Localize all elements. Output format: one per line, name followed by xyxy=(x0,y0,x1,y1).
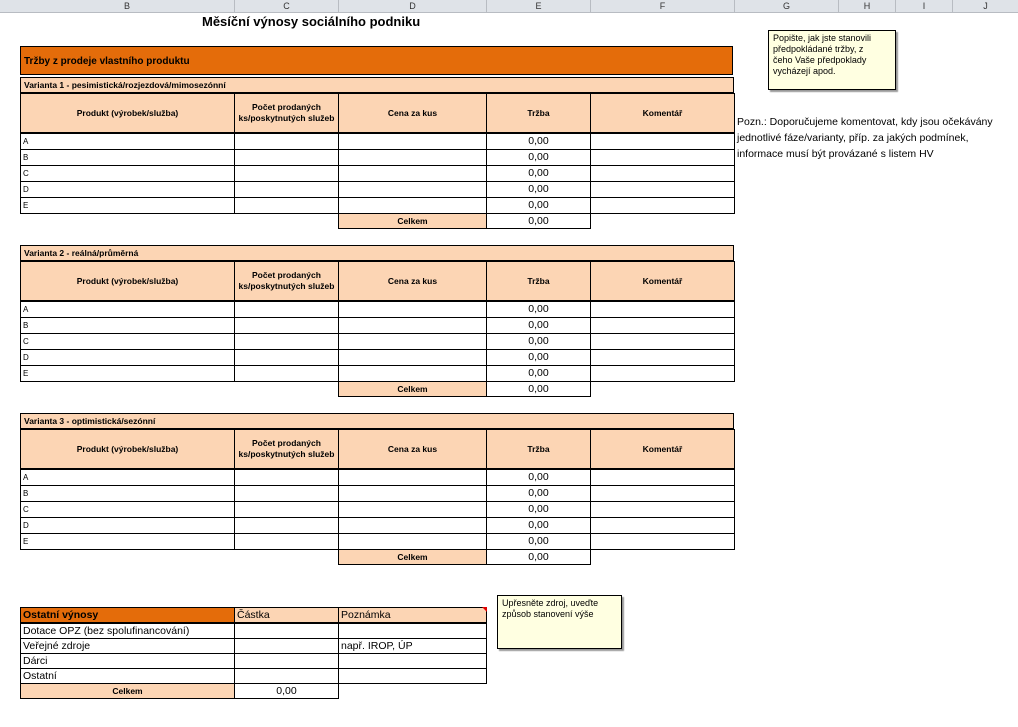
revenue-cell[interactable]: 0,00 xyxy=(486,133,591,150)
product-cell[interactable]: E xyxy=(20,365,235,382)
comment-cell[interactable] xyxy=(590,181,735,198)
revenue-cell[interactable]: 0,00 xyxy=(486,517,591,534)
table-row xyxy=(20,366,735,382)
comment-line: předpokládané tržby, z xyxy=(773,44,864,54)
comment-cell[interactable] xyxy=(590,197,735,214)
product-cell[interactable]: D xyxy=(20,349,235,366)
product-cell[interactable]: B xyxy=(20,485,235,502)
column-header-e[interactable]: E xyxy=(487,0,591,12)
price-cell[interactable] xyxy=(338,349,487,366)
price-cell[interactable] xyxy=(338,469,487,486)
note-header[interactable]: Poznámka xyxy=(338,607,487,623)
product-cell[interactable]: E xyxy=(20,533,235,550)
comment-cell[interactable] xyxy=(590,501,735,518)
header-product[interactable]: Produkt (výrobek/služba) xyxy=(20,261,235,301)
revenue-cell[interactable]: 0,00 xyxy=(486,469,591,486)
other-revenue-label[interactable]: Ostatní xyxy=(20,668,235,684)
comment-cell[interactable] xyxy=(590,365,735,382)
comment-cell[interactable] xyxy=(590,517,735,534)
revenue-cell[interactable]: 0,00 xyxy=(486,181,591,198)
table-row xyxy=(20,669,487,684)
table-row xyxy=(20,624,487,639)
header-count[interactable] xyxy=(234,93,339,133)
revenue-cell[interactable]: 0,00 xyxy=(486,365,591,382)
total-label[interactable]: Celkem xyxy=(20,683,235,699)
count-cell[interactable] xyxy=(234,469,339,486)
product-cell[interactable]: C xyxy=(20,165,235,182)
comment-cell[interactable] xyxy=(590,301,735,318)
comment-indicator[interactable] xyxy=(482,607,487,612)
amount-cell[interactable] xyxy=(234,623,339,639)
revenue-cell[interactable]: 0,00 xyxy=(486,501,591,518)
header-price[interactable]: Cena za kus xyxy=(338,429,487,469)
product-cell[interactable]: B xyxy=(20,317,235,334)
header-count-line1: Počet prodaných xyxy=(252,102,321,112)
comment-cell[interactable] xyxy=(590,317,735,334)
note-cell[interactable] xyxy=(338,623,487,639)
count-cell[interactable] xyxy=(234,165,339,182)
table-row xyxy=(20,534,735,550)
table-row xyxy=(20,639,487,654)
count-cell[interactable] xyxy=(234,317,339,334)
table-row xyxy=(20,334,735,350)
column-header-i[interactable]: I xyxy=(896,0,953,12)
header-revenue[interactable]: Tržba xyxy=(486,429,591,469)
revenue-cell[interactable]: 0,00 xyxy=(486,149,591,166)
product-cell[interactable]: E xyxy=(20,197,235,214)
comment-cell[interactable] xyxy=(590,165,735,182)
product-cell[interactable]: A xyxy=(20,133,235,150)
other-revenue-header-row xyxy=(20,608,487,623)
table-row xyxy=(20,518,735,534)
comment-cell[interactable] xyxy=(590,469,735,486)
count-cell[interactable] xyxy=(234,517,339,534)
variant-title[interactable]: Varianta 1 - pesimistická/rozjezdová/mimosezónní xyxy=(20,77,734,93)
total-value[interactable]: 0,00 xyxy=(486,213,591,229)
variant-title[interactable]: Varianta 2 - reálná/průměrná xyxy=(20,245,734,261)
sheet-title: Měsíční výnosy sociálního podniku xyxy=(202,14,421,29)
revenue-cell[interactable]: 0,00 xyxy=(486,165,591,182)
amount-cell[interactable] xyxy=(234,653,339,669)
table-row xyxy=(20,166,735,182)
column-header-d[interactable]: D xyxy=(339,0,487,12)
count-cell[interactable] xyxy=(234,301,339,318)
header-count-line1: Počet prodaných xyxy=(252,270,321,280)
column-header-bar xyxy=(0,0,1018,13)
price-cell[interactable] xyxy=(338,133,487,150)
revenue-cell[interactable]: 0,00 xyxy=(486,349,591,366)
comment-line: vycházejí apod. xyxy=(773,66,836,76)
comment-cell[interactable] xyxy=(590,149,735,166)
comment-box-revenue[interactable] xyxy=(768,30,896,90)
price-cell[interactable] xyxy=(338,533,487,550)
price-cell[interactable] xyxy=(338,485,487,502)
other-revenue-label[interactable]: Dárci xyxy=(20,653,235,669)
count-cell[interactable] xyxy=(234,349,339,366)
variant-title[interactable]: Varianta 3 - optimistická/sezónní xyxy=(20,413,734,429)
amount-cell[interactable] xyxy=(234,638,339,654)
price-cell[interactable] xyxy=(338,165,487,182)
product-cell[interactable]: B xyxy=(20,149,235,166)
column-header-g[interactable]: G xyxy=(735,0,839,12)
table-row xyxy=(20,198,735,214)
amount-cell[interactable] xyxy=(234,668,339,684)
header-product[interactable]: Produkt (výrobek/služba) xyxy=(20,93,235,133)
header-revenue[interactable]: Tržba xyxy=(486,261,591,301)
header-count-line2: ks/poskytnutých služeb xyxy=(238,281,335,291)
header-comment[interactable]: Komentář xyxy=(590,429,735,469)
revenue-cell[interactable]: 0,00 xyxy=(486,333,591,350)
column-header-c[interactable]: C xyxy=(235,0,339,12)
header-price[interactable]: Cena za kus xyxy=(338,261,487,301)
comment-cell[interactable] xyxy=(590,133,735,150)
table-row xyxy=(20,654,487,669)
header-comment[interactable]: Komentář xyxy=(590,93,735,133)
table-row xyxy=(20,470,735,486)
product-cell[interactable]: A xyxy=(20,301,235,318)
revenue-cell[interactable]: 0,00 xyxy=(486,317,591,334)
price-cell[interactable] xyxy=(338,181,487,198)
header-comment[interactable]: Komentář xyxy=(590,261,735,301)
count-cell[interactable] xyxy=(234,501,339,518)
price-cell[interactable] xyxy=(338,333,487,350)
note-cell[interactable]: např. IROP, ÚP xyxy=(338,638,487,654)
comment-cell[interactable] xyxy=(590,349,735,366)
total-value[interactable]: 0,00 xyxy=(234,683,339,699)
table-header-row xyxy=(20,429,735,469)
other-revenue-label[interactable]: Veřejné zdroje xyxy=(20,638,235,654)
table-header-row xyxy=(20,261,735,301)
price-cell[interactable] xyxy=(338,517,487,534)
other-revenue-header[interactable]: Ostatní výnosy xyxy=(20,607,235,623)
table-row xyxy=(20,302,735,318)
count-cell[interactable] xyxy=(234,485,339,502)
total-value[interactable]: 0,00 xyxy=(486,549,591,565)
amount-header[interactable]: Částka xyxy=(234,607,339,623)
header-count[interactable] xyxy=(234,261,339,301)
count-cell[interactable] xyxy=(234,149,339,166)
comment-cell[interactable] xyxy=(590,485,735,502)
table-row xyxy=(20,502,735,518)
header-revenue[interactable]: Tržba xyxy=(486,93,591,133)
price-cell[interactable] xyxy=(338,501,487,518)
count-cell[interactable] xyxy=(234,197,339,214)
table-row xyxy=(20,318,735,334)
comment-line: Upřesněte zdroj, uveďte xyxy=(502,598,599,608)
total-label[interactable]: Celkem xyxy=(338,381,487,397)
count-cell[interactable] xyxy=(234,133,339,150)
revenue-cell[interactable]: 0,00 xyxy=(486,301,591,318)
header-count-line2: ks/poskytnutých služeb xyxy=(238,449,335,459)
count-cell[interactable] xyxy=(234,333,339,350)
header-count-line2: ks/poskytnutých služeb xyxy=(238,113,335,123)
header-count-line1: Počet prodaných xyxy=(252,438,321,448)
count-cell[interactable] xyxy=(234,533,339,550)
table-row xyxy=(20,182,735,198)
product-cell[interactable]: D xyxy=(20,181,235,198)
revenue-cell[interactable]: 0,00 xyxy=(486,197,591,214)
comment-line: Popište, jak jste stanovili xyxy=(773,33,872,43)
comment-box-other-revenue[interactable] xyxy=(497,595,622,649)
price-cell[interactable] xyxy=(338,365,487,382)
comment-cell[interactable] xyxy=(590,333,735,350)
table-row xyxy=(20,150,735,166)
note-cell[interactable] xyxy=(338,668,487,684)
header-count[interactable] xyxy=(234,429,339,469)
total-label[interactable]: Celkem xyxy=(338,549,487,565)
product-cell[interactable]: C xyxy=(20,501,235,518)
comment-line: čeho Vaše předpoklady xyxy=(773,55,867,65)
price-cell[interactable] xyxy=(338,149,487,166)
section-header-own-product[interactable]: Tržby z prodeje vlastního produktu xyxy=(20,46,733,75)
total-value[interactable]: 0,00 xyxy=(486,381,591,397)
table-row xyxy=(20,486,735,502)
count-cell[interactable] xyxy=(234,365,339,382)
price-cell[interactable] xyxy=(338,197,487,214)
comment-line: způsob stanovení výše xyxy=(502,609,594,619)
price-cell[interactable] xyxy=(338,301,487,318)
table-header-row xyxy=(20,93,735,133)
note-text[interactable]: Pozn.: Doporučujeme komentovat, kdy jsou očekávány jednotlivé fáze/varianty, příp. za jakých podmínek, informace musí být provázané s listem HV xyxy=(737,116,993,160)
table-row xyxy=(20,350,735,366)
product-cell[interactable]: D xyxy=(20,517,235,534)
revenue-cell[interactable]: 0,00 xyxy=(486,533,591,550)
product-cell[interactable]: A xyxy=(20,469,235,486)
column-header-h[interactable]: H xyxy=(839,0,896,12)
note-cell[interactable] xyxy=(338,653,487,669)
comment-cell[interactable] xyxy=(590,533,735,550)
column-header-b[interactable]: B xyxy=(20,0,235,12)
price-cell[interactable] xyxy=(338,317,487,334)
revenue-cell[interactable]: 0,00 xyxy=(486,485,591,502)
column-header-j[interactable]: J xyxy=(983,1,988,11)
other-revenue-label[interactable]: Dotace OPZ (bez spolufinancování) xyxy=(20,623,235,639)
table-row xyxy=(20,134,735,150)
header-price[interactable]: Cena za kus xyxy=(338,93,487,133)
total-label[interactable]: Celkem xyxy=(338,213,487,229)
header-product[interactable]: Produkt (výrobek/služba) xyxy=(20,429,235,469)
product-cell[interactable]: C xyxy=(20,333,235,350)
column-header-f[interactable]: F xyxy=(591,0,735,12)
count-cell[interactable] xyxy=(234,181,339,198)
